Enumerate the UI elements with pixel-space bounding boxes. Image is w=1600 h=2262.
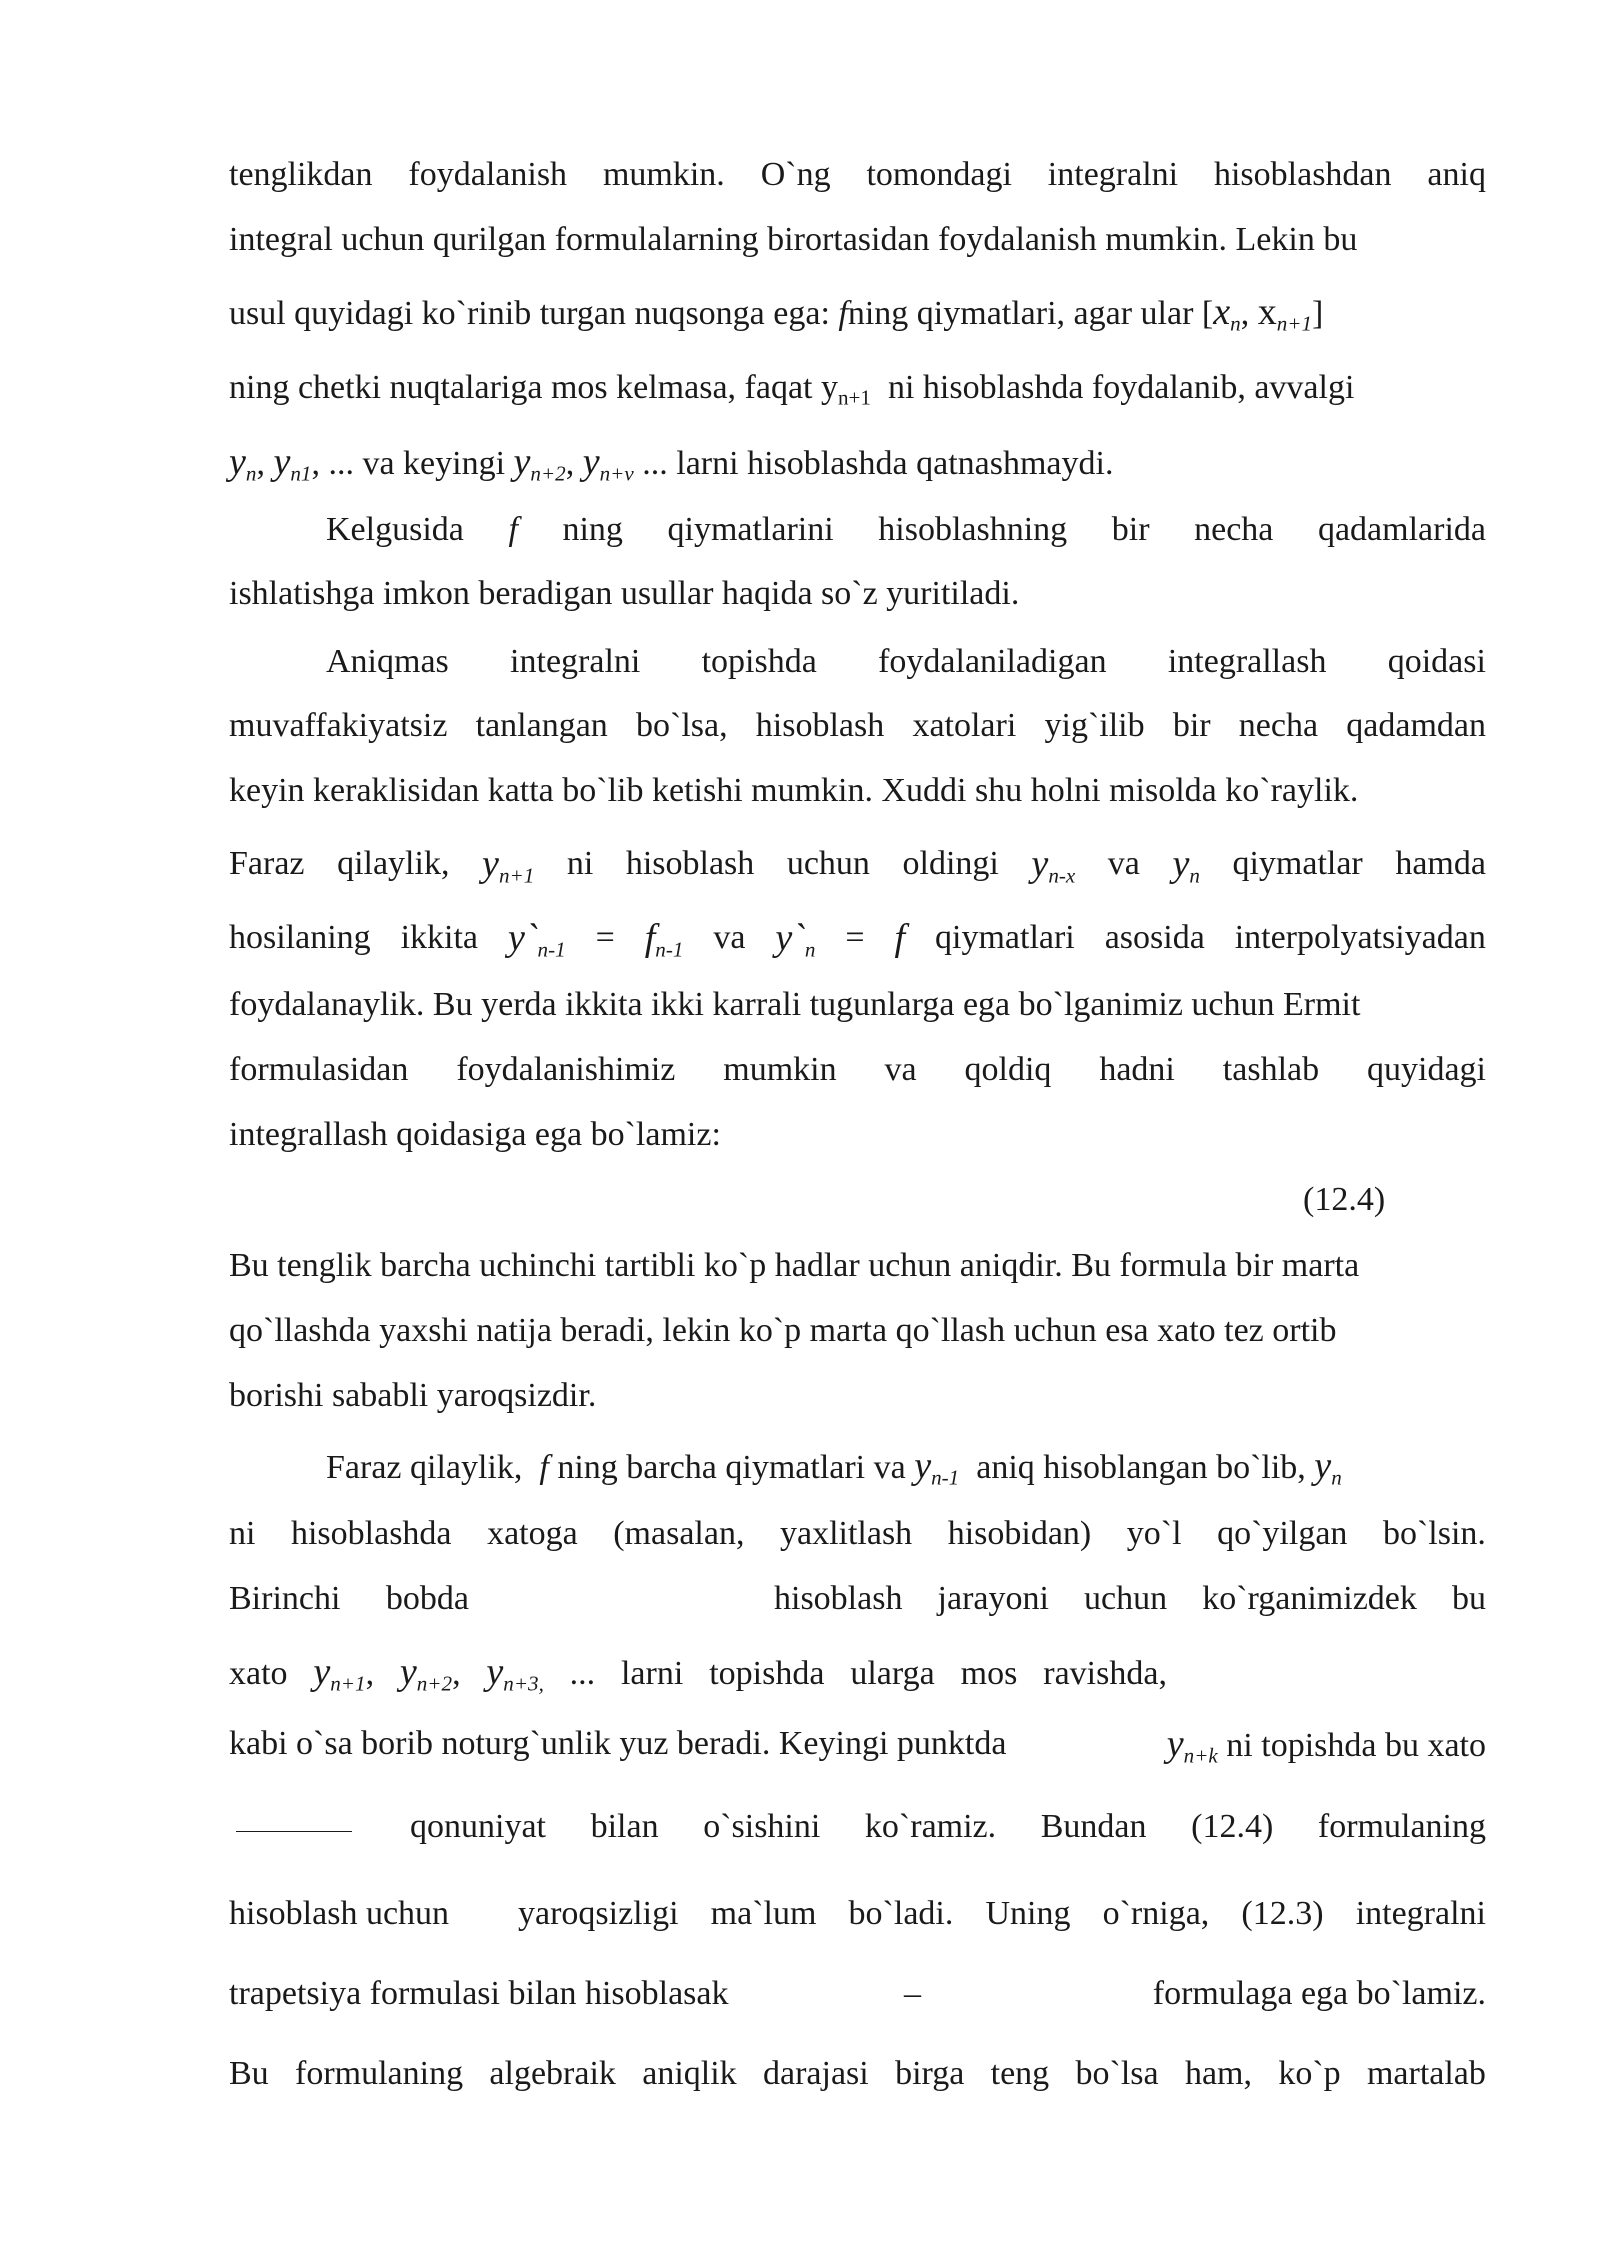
word: (12.4) — [1191, 1808, 1274, 1845]
word: algebraik — [489, 2055, 616, 2092]
word: ravishda, — [1043, 1655, 1167, 1692]
word: tashlab — [1222, 1051, 1320, 1088]
word: hisoblashning — [878, 511, 1068, 548]
word: ularga — [850, 1655, 935, 1692]
word: foydalaniladigan — [878, 643, 1107, 680]
word: mos — [960, 1655, 1018, 1692]
word: necha — [1194, 511, 1274, 548]
word: ikkita — [400, 919, 479, 956]
word: va — [713, 919, 746, 956]
word: qoldiq — [964, 1051, 1052, 1088]
paragraph-3-line-1 — [326, 640, 1486, 684]
paragraph-3-line-7 — [229, 1048, 1486, 1092]
word: va — [884, 1051, 917, 1088]
word: ni — [566, 845, 594, 882]
word: birga — [895, 2055, 965, 2092]
word: = — [845, 919, 865, 956]
word: ko`p — [1278, 2055, 1341, 2092]
word: interpolyatsiyadan — [1234, 919, 1486, 956]
word: o`rniga, — [1102, 1895, 1210, 1932]
word: topishda — [709, 1655, 825, 1692]
word: topishda — [701, 643, 817, 680]
word: larni — [620, 1655, 684, 1692]
paragraph-3-line-4 — [229, 842, 1486, 888]
word: bo`lsa, — [636, 707, 728, 744]
word: qonuniyat — [410, 1808, 546, 1845]
word: Birinchi — [229, 1580, 341, 1617]
word: hisoblash — [755, 707, 885, 744]
document-page: tenglikdan foydalanish mumkin. O`ng tomondagi integralni hisoblashdan aniq integral uchun qurilgan formulalarning birortasidan foydalanish mumkin. Lekin bu usul quyidagi ko`rinib turgan nuqsonga ega: fning qiymatlari, agar ular [$x_n$, $x_{n+1}$] ning chetki nuqtalariga mos kelmasa, faqat $y_{n+1}$ ni hisoblashda foydalanib, avvalgi $y_n$, $y_{n1}$, ... va keyingi $y_{n+2}$, $y_{n+v}$ ... larni hisoblashda qatnashmaydi. Kelgusida f ning qiymatlarini hisoblashning bir necha qadamlarida ishlatishga imkon beradigan usullar haqida so`z yuritiladi. Aniqmas integralni topishda foydalaniladigan integrallash qoidasi muvaffakiyatsiz tanlangan bo`lsa, hisoblash xatolari yig`ilib bir necha qadamdan keyin keraklisidan katta bo`lib ketishi mumkin. Xuddi shu holni misolda ko`raylik. Faraz qilaylik, $y_{n+1}$ ni hisoblash uchun oldingi $y_{n-x}$ va $y_n$ qiymatlar hamda hosilaning ikkita $y`_{n-1}$ = $f_{n-1}$ va $y`_n$ = f qiymatlari asosida interpolyatsiyadan foydalanaylik. Bu yerda ikkita ikki karrali tugunlarga ega bo`lganimiz uchun Ermit formulasidan foydalanishimiz mumkin va qoldiq hadni tashlab quyidagi integrallash qoidasiga ega bo`lamiz: (12.4) Bu tenglik barcha uchinchi tartibli ko`p hadlar uchun aniqdir. Bu formula bir marta qo`llashda yaxshi natija beradi, lekin ko`p marta qo`llash uchun esa xato tez ortib borishi sababli yaroqsizdir. Faraz qilaylik, f ning barcha qiymatlari va $y_{n-1}$ aniq hisoblangan bo`lib, $y_n$ ni hisoblashda xatoga (masalan, yaxlitlash hisobidan) yo`l qo`yilgan bo`lsin. Birinchi bobda hisoblash jarayoni uchun ko`rganimizdek bu xato $y_{n+1}$, $y_{n+2}$, $y_{n+3,}$ ... larni topishda ularga mos ravishda, kabi o`sa borib noturg`unlik yuz beradi. Keyingi punktda $y_{n+k}$ ni topishda bu xato qonuniyat bilan o`sishini ko`ramiz. Bundan (12.4) formulaning hisoblash uchun yaroqsizligi ma`lum bo`ladi. Uning o`rniga, (12.3) integralni trapetsiya formulasi bilan hisoblasak – formulaga ega bo`lamiz. Bu formulaning algebraik aniqlik darajasi birga teng bo`lsa ham, ko`p martalab — [0, 0, 1600, 2262]
math-variable: f — [894, 917, 906, 959]
word: tenglikdan — [229, 156, 373, 193]
word: oldingi — [902, 845, 999, 882]
word: hisoblashdan — [1213, 156, 1392, 193]
word: formulaning — [295, 2055, 464, 2092]
word: qilaylik, — [337, 845, 450, 882]
word: integralni — [510, 643, 641, 680]
math-variable: $f_{n-1}$ — [644, 917, 684, 962]
word: qadamdan — [1346, 707, 1486, 744]
word: integrallash — [1167, 643, 1327, 680]
word: Bundan — [1040, 1808, 1147, 1845]
word: mumkin. — [602, 156, 725, 193]
word: (masalan, — [613, 1515, 745, 1552]
word: Aniqmas — [326, 643, 449, 680]
word: bir — [1172, 707, 1211, 744]
word: mumkin — [723, 1051, 837, 1088]
paragraph-4-line-1: Bu tenglik barcha uchinchi tartibli ko`p hadlar uchun aniqdir. Bu formula bir marta — [229, 1247, 1360, 1284]
paragraph-5-line-5: kabi o`sa borib noturg`unlik yuz beradi. Keyingi punktda $y_{n+k}$ ni topishda bu xato — [229, 1723, 1486, 1768]
word: f — [508, 511, 518, 548]
word: hisoblash — [625, 845, 755, 882]
word: uchun — [1084, 1580, 1168, 1617]
word: martalab — [1366, 2055, 1486, 2092]
paragraph-2-line-2: ishlatishga imkon beradigan usullar haqida so`z yuritiladi. — [229, 575, 1020, 612]
word: ma`lum — [710, 1895, 817, 1932]
word: hisoblash — [774, 1580, 903, 1617]
word: Faraz — [229, 845, 305, 882]
word: integralni — [1355, 1895, 1486, 1932]
word: xatoga — [487, 1515, 578, 1552]
paragraph-2-line-1 — [326, 508, 1486, 552]
word: O`ng — [760, 156, 831, 193]
word: qiymatlarini — [667, 511, 834, 548]
word: bobda — [385, 1580, 469, 1617]
paragraph-5-line-9 — [229, 2052, 1486, 2096]
math-variable: $y`_{n-1}$ — [507, 917, 566, 962]
word: formulaning — [1317, 1808, 1486, 1845]
word: yo`l — [1126, 1515, 1182, 1552]
word: va — [1107, 845, 1140, 882]
word: quyidagi — [1367, 1051, 1486, 1088]
word: hisoblashda — [290, 1515, 452, 1552]
word: yig`ilib — [1044, 707, 1145, 744]
word: qiymatlari — [935, 919, 1075, 956]
paragraph-3-line-6: foydalanaylik. Bu yerda ikkita ikki karrali tugunlarga ega bo`lganimiz uchun Ermit — [229, 986, 1361, 1023]
word: bir — [1111, 511, 1150, 548]
word: jarayoni — [937, 1580, 1049, 1617]
paragraph-3-line-8: integrallash qoidasiga ega bo`lamiz: — [229, 1116, 721, 1153]
word: ning — [562, 511, 623, 548]
word: bo`lsa — [1075, 2055, 1159, 2092]
word: bo`ladi. — [848, 1895, 954, 1932]
paragraph-1-line-2: integral uchun qurilgan formulalarning birortasidan foydalanish mumkin. Lekin bu — [229, 221, 1358, 258]
word: tomondagi — [866, 156, 1012, 193]
word: bu — [1451, 1580, 1486, 1617]
word: asosida — [1104, 919, 1205, 956]
word: hadni — [1099, 1051, 1175, 1088]
word: foydalanishimiz — [456, 1051, 676, 1088]
word: Kelgusida — [326, 511, 464, 548]
word: qoidasi — [1387, 643, 1486, 680]
word: qo`yilgan — [1217, 1515, 1348, 1552]
math-variable: $y_{n-x}$ — [1031, 843, 1076, 888]
paragraph-1-line-3: usul quyidagi ko`rinib turgan nuqsonga ega: fning qiymatlari, agar ular [$x_n$, $x_{n+1}$] — [229, 291, 1324, 336]
word: teng — [990, 2055, 1050, 2092]
word: qiymatlar — [1232, 845, 1363, 882]
word: Uning — [985, 1895, 1071, 1932]
word: tanlangan — [475, 707, 608, 744]
word: hosilaning — [229, 919, 371, 956]
word: bo`lsin. — [1382, 1515, 1486, 1552]
formula-fraction-rule — [236, 1831, 352, 1832]
word: ko`rganimizdek — [1202, 1580, 1417, 1617]
word: aniqlik — [642, 2055, 737, 2092]
word: bilan — [590, 1808, 659, 1845]
paragraph-5-line-2 — [229, 1512, 1486, 1556]
word: aniq — [1427, 156, 1486, 193]
paragraph-3-line-3: keyin keraklisidan katta bo`lib ketishi mumkin. Xuddi shu holni misolda ko`raylik. — [229, 772, 1359, 809]
word: qadamlarida — [1317, 511, 1486, 548]
paragraph-3-line-2 — [229, 704, 1486, 748]
math-variable: $y_{n+1}$ — [482, 843, 535, 888]
word: yaxlitlash — [779, 1515, 913, 1552]
word: ni — [229, 1515, 256, 1552]
paragraph-1-line-4: ning chetki nuqtalariga mos kelmasa, faqat $y_{n+1}$ ni hisoblashda foydalanib, avvalgi — [229, 369, 1355, 410]
paragraph-4-line-3: borishi sababli yaroqsizdir. — [229, 1377, 597, 1414]
word: darajasi — [763, 2055, 869, 2092]
paragraph-3-line-5 — [229, 916, 1486, 962]
paragraph-1-line-1 — [229, 153, 1486, 197]
word: muvaffakiyatsiz — [229, 707, 448, 744]
word: necha — [1238, 707, 1319, 744]
paragraph-5-line-1: Faraz qilaylik, f ning barcha qiymatlari va $y_{n-1}$ aniq hisoblangan bo`lib, $y_n$ — [326, 1445, 1342, 1490]
math-variable: $y`_n$ — [775, 917, 816, 962]
word: hisobidan) — [947, 1515, 1092, 1552]
word: uchun — [786, 845, 870, 882]
word: (12.3) — [1241, 1895, 1324, 1932]
paragraph-4-line-2: qo`llashda yaxshi natija beradi, lekin ko`p marta qo`llash uchun esa xato tez ortib — [229, 1312, 1337, 1349]
word: Bu — [229, 2055, 269, 2092]
equation-number: (12.4) — [1303, 1181, 1386, 1218]
math-variable: $y_n$ — [1172, 843, 1200, 888]
word: ham, — [1184, 2055, 1252, 2092]
word: hamda — [1395, 845, 1486, 882]
word: yaroqsizligi — [518, 1895, 679, 1932]
word: ko`ramiz. — [864, 1808, 997, 1845]
word: o`sishini — [703, 1808, 821, 1845]
word: formulasidan — [229, 1051, 409, 1088]
word: xatolari — [912, 707, 1017, 744]
word: foydalanish — [408, 156, 568, 193]
paragraph-1-line-5: $y_n$, $y_{n1}$, ... va keyingi $y_{n+2}$, $y_{n+v}$ ... larni hisoblashda qatnashmaydi. — [229, 441, 1114, 486]
word: = — [595, 919, 615, 956]
word: integralni — [1047, 156, 1179, 193]
